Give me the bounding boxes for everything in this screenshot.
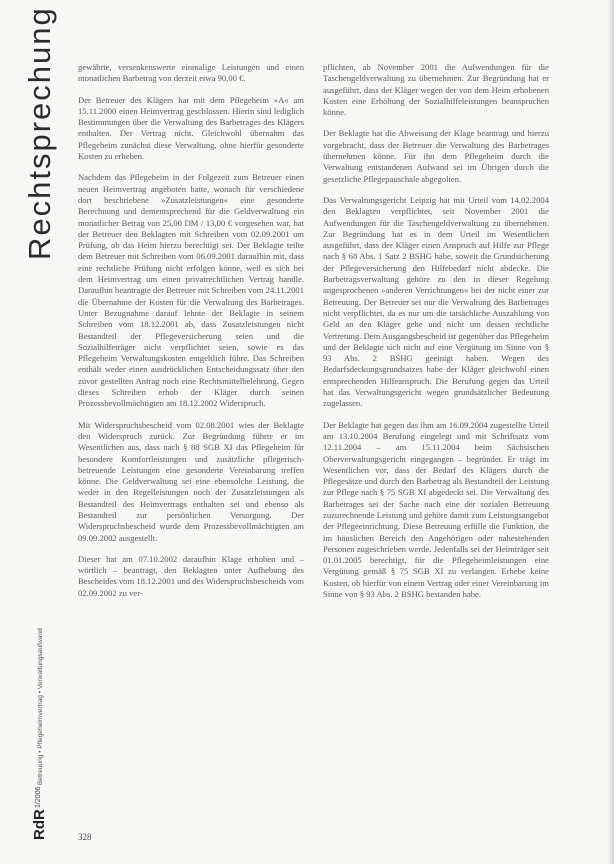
- section-title-text: Rechtsprechung: [22, 6, 57, 260]
- paragraph: Dieser hat am 07.10.2002 daraufhin Klage erhoben und – wörtlich – beantragt, den Beklagten unter Aufhebung des Bescheides vom 18.12.2001 und des Widerspruchsbescheids vom 02.09.2002 zu ver-: [78, 553, 304, 598]
- vertical-footer: [31, 540, 51, 840]
- paragraph: pflichten, ab November 2001 die Aufwendungen für die Taschengeldverwaltung zu übernehmen. Zur Begründung hat er ausgeführt, dass der Kläger wegen der von dem Heim erhobenen Kosten eine Erhöhung der Sozialhilfeleistungen beanspruchen könne.: [323, 62, 549, 118]
- journal-issue: 1/2006: [35, 786, 42, 808]
- paragraph: Der Betreuer des Klägers hat mit dem Pflegeheim »A« am 15.11.2000 einen Heimvertrag geschlossen. Hierin sind lediglich Bestimmungen über die Verwaltung des Barbetrages des Klägers enthalten. Der Vertrag nicht. Gleichwohl übernahm das Pflegeheim zunächst diese Verwaltung, ohne hierfür gesonderte Kosten zu erheben.: [78, 94, 304, 162]
- journal-abbreviation: RdR: [31, 809, 48, 840]
- paragraph: Nachdem das Pflegeheim in der Folgezeit zum Betreuer einen neuen Heimvertrag angeboten hatte, wonach für verschiedene dort beschriebene »Zusatzleistungen« eine gesonderte Berechnung und dementsprechend für die Geldverwaltung ein monatlicher Betrag von 25,00 DM / 13,00 € vorgesehen war, bat der Betreuer den Beklagten mit Schreiben vom 02.09.2001 um Prüfung, ob das Heim hierzu berechtigt sei. Der Beklagte teilte dem Betreuer mit Schreiben vom 06.09.2001 daraufhin mit, dass eine rechtliche Prüfung nicht erfolgen könne, weil es sich bei dem Heimvertrag um einen privatrechtlichen Vertrag handle. Daraufhin beantragte der Betreuer mit Schreiben vom 24.11.2001 die Übernahme der Kosten für die Verwaltung des Barbetrages. Unter Bezugnahme darauf lehnte der Beklagte in seinem Schreiben vom 18.12.2001 ab, dass Zusatzleistungen nicht Bestandteil der Pflegeversicherung seien und die Sozialhilfeträger nicht verpflichtet seien, sowie es das Pflegeheim Verwaltungskosten entgeltlich führe. Das Schreiben enthält weder einen ausdrücklichen Entscheidungssatz über den zuvor gestellten Antrag noch eine Rechtsmittelbelehrung. Gegen dieses Schreiben erhob der Kläger durch seinen Prozessbevollmächtigten am 18.12.2002 Widerspruch.: [78, 172, 304, 409]
- text-column-left: [78, 62, 304, 609]
- page-edge-shadow: [608, 0, 614, 864]
- page-number: 328: [78, 832, 92, 842]
- paragraph: Mit Widerspruchsbescheid vom 02.08.2001 wies der Beklagte den Widerspruch zurück. Zur Begründung führte er im Wesentlichen aus, dass nach § 88 SGB XI das Pflegeheim für besondere Komfortleistungen und zusätzliche pflegerisch-betreuende Leistungen eine gesonderte Vereinbarung treffen könne. Die Geldverwaltung sei eine ebensolche Leistung, die weder in den Regelleistungen noch der Zusatzleistungen als Bestandteil des Heimvertrags enthalten sei und ebenso als Bestandteil zur persönlichen Versorgung. Der Widerspruchsbescheid wurde dem Prozessbevollmächtigten am 09.09.2002 ausgestellt.: [78, 419, 304, 543]
- paragraph: Der Beklagte hat die Abweisung der Klage beantragt und hierzu vorgebracht, dass der Betreuer die Verwaltung des Barbetrages übernehmen könne. Für ihn dem Pflegeheim durch die Verwaltung entstandenen Aufwand sei im Übrigen durch die gesetzliche Pflegepauschale abgegolten.: [323, 128, 549, 184]
- text-column-right: [323, 62, 549, 610]
- paragraph: Das Verwaltungsgericht Leipzig hat mit Urteil vom 14.02.2004 den Beklagten verpflichtet, seit November 2001 die Aufwendungen für die Taschengeldverwaltung zu übernehmen. Zur Begründung hat es in dem Urteil im Wesentlichen ausgeführt, dass der Kläger einen Anspruch auf Hilfe zur Pflege nach § 68 Abs. 1 Satz 2 BSHG habe, soweit die Grundsicherung der Pflegeversicherung den Hilfebedarf nicht abdecke. Die Barbetragsverwaltung gehöre zu den in dieser Regelung angesprochenen »anderen Verrichtungen« bei der nicht einer zur Betreuung. Der Betreuer sei nur die Verwaltung des Barbetrages nicht verpflichtet, da es nur um die tatsächliche Auszahlung von Geld an den Kläger gehe und nicht um dessen rechtliche Vertretung. Dem Ausgangsbescheid ist gegenüber das Pflegeheim und der Beklagte sich nicht auf eine Vergütung im Sinne von § 93 Abs. 2 BSHG geeinigt haben. Wegen des Bedarfsdeckungsgrundsatzes habe der Kläger gleichwohl einen entsprechenden Hilfeanspruch. Die Berufung gegen das Urteil hat das Verwaltungsgericht wegen grundsätzlicher Bedeutung zugelassen.: [323, 194, 550, 409]
- paragraph: Der Beklagte hat gegen das ihm am 16.09.2004 zugestellte Urteil am 13.10.2004 Berufung eingelegt und mit Schriftsatz vom 12.11.2004 – am 15.11.2004 beim Sächsischen Oberverwaltungsgericht eingegangen – begründet. Er trägt im Wesentlichen vor, dass der Bedarf des Klägers durch die Pflegesätze und durch den Barbetrag als Bestandteil der Leistung zur Pflege nach § 75 SGB XI abgedeckt sei. Die Verwaltung des Barbetrages sei der Sache nach eine der sozialen Betreuung zuzurechnende Leistung und gehöre damit zum Leistungsangebot der Pflegeeinrichtung. Diese Betreuung erfülle die Funktion, die im häuslichen Bereich den Angehörigen oder nahestehenden Personen zugeschrieben werde. Jedenfalls sei der Heimträger seit 01.01.2005 berechtigt, für die Pflegeheimleistungen eine Vergütung gemäß § 75 SGB XI zu verlangen. Erhebe keine Kosten, ob hierfür von einem Vertrag oder einer Vereinbarung im Sinne von § 93 Abs. 2 BSHG bestanden habe.: [323, 419, 549, 600]
- section-title: [22, 6, 62, 260]
- article-subject: Betreuung • Pflegeheimvertrag • Verwaltungsaufwand: [37, 628, 44, 785]
- paragraph: gewährte, versenkenswerte einmalige Leistungen und einen monatlichen Barbetrag von derzeit etwa 90,00 €.: [78, 62, 304, 84]
